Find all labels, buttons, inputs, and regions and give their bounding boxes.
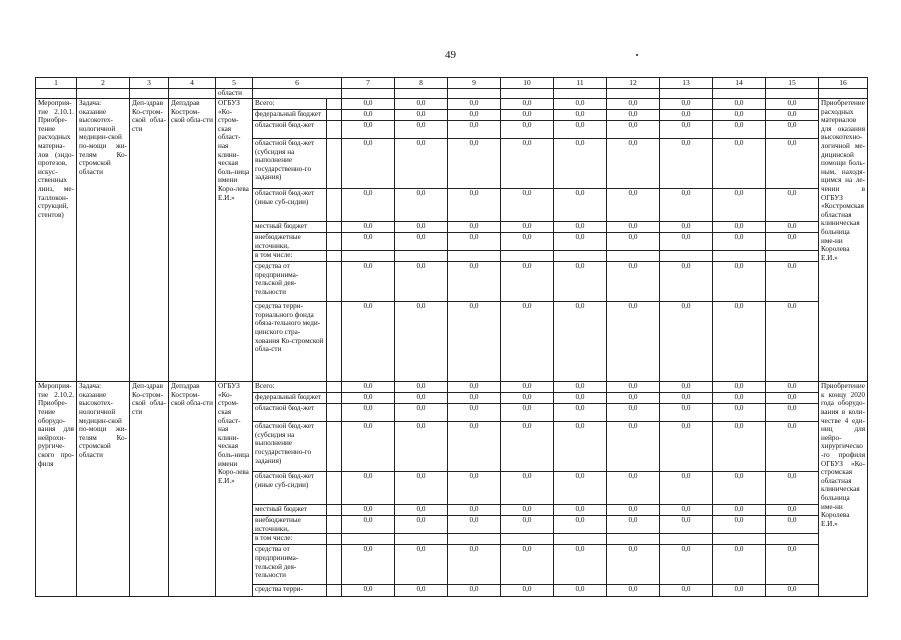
value-cell: 0,0 [766, 110, 819, 121]
header-cell: 7 [342, 78, 395, 89]
value-cell: 0,0 [713, 393, 766, 404]
funding-source-label: в том числе: [253, 534, 327, 545]
value-cell: 0,0 [554, 585, 607, 597]
value-cell: 0,0 [395, 585, 448, 597]
expected-result-cell: Приобретение расходных материалов для оказания высокотехно-логичной ме-дицинской помощи боль-ным, находя-щимся на ле-чении в ОГБУЗ «Костромская областная клиническая больница име-ни Королева Е.И.» [819, 99, 868, 382]
value-cell: 0,0 [554, 222, 607, 233]
funding-source-label: Всего: [253, 99, 327, 110]
spacer-cell [327, 516, 342, 534]
funding-source-label: внебюджетные источники, [253, 516, 327, 534]
value-cell: 0,0 [501, 393, 554, 404]
funding-source-label: областной бюд-жет (субсидия на выполнение государственно-го задания) [253, 422, 327, 472]
value-cell: 0,0 [607, 585, 660, 597]
value-cell: 0,0 [766, 505, 819, 516]
block-c4-cell: Депздрав Костром-ской обла-сти [169, 382, 216, 597]
value-cell: 0,0 [501, 472, 554, 505]
value-cell: 0,0 [766, 516, 819, 534]
value-cell: 0,0 [607, 505, 660, 516]
continuation-cell [448, 89, 501, 99]
value-cell: 0,0 [713, 404, 766, 422]
value-cell: 0,0 [713, 99, 766, 110]
value-cell: 0,0 [713, 222, 766, 233]
value-cell: 0,0 [554, 404, 607, 422]
header-cell: 11 [554, 78, 607, 89]
value-cell: 0,0 [342, 422, 395, 472]
value-cell: 0,0 [501, 545, 554, 585]
header-cell: 13 [660, 78, 713, 89]
value-cell: 0,0 [395, 262, 448, 302]
value-cell: 0,0 [395, 382, 448, 393]
value-cell: 0,0 [448, 110, 501, 121]
value-cell [448, 251, 501, 262]
value-cell: 0,0 [342, 393, 395, 404]
value-cell: 0,0 [448, 233, 501, 251]
value-cell: 0,0 [448, 585, 501, 597]
value-cell: 0,0 [448, 472, 501, 505]
value-cell: 0,0 [554, 139, 607, 189]
budget-row [36, 99, 868, 110]
value-cell: 0,0 [342, 139, 395, 189]
spacer-cell [327, 99, 342, 110]
spacer-cell [327, 393, 342, 404]
value-cell [342, 251, 395, 262]
block-c2-cell: Задача: оказание высокотех-нологичной медицин-ской по-мощи жи-телям Ко-стромской области [77, 382, 130, 597]
value-cell [660, 251, 713, 262]
value-cell: 0,0 [342, 110, 395, 121]
value-cell: 0,0 [713, 422, 766, 472]
value-cell: 0,0 [501, 422, 554, 472]
value-cell: 0,0 [554, 422, 607, 472]
funding-source-label: федеральный бюджет [253, 393, 327, 404]
value-cell: 0,0 [501, 404, 554, 422]
value-cell: 0,0 [607, 302, 660, 382]
value-cell: 0,0 [554, 110, 607, 121]
value-cell: 0,0 [501, 585, 554, 597]
value-cell: 0,0 [607, 545, 660, 585]
continuation-cell [554, 89, 607, 99]
header-cell: 16 [819, 78, 868, 89]
spacer-cell [327, 222, 342, 233]
value-cell: 0,0 [660, 472, 713, 505]
funding-source-label: местный бюджет [253, 505, 327, 516]
value-cell: 0,0 [554, 472, 607, 505]
continuation-cell [36, 89, 77, 99]
header-cell: 8 [395, 78, 448, 89]
spacer-cell [327, 382, 342, 393]
value-cell: 0,0 [342, 262, 395, 302]
value-cell [501, 251, 554, 262]
value-cell: 0,0 [395, 121, 448, 139]
value-cell: 0,0 [607, 189, 660, 222]
value-cell: 0,0 [342, 585, 395, 597]
value-cell: 0,0 [660, 545, 713, 585]
value-cell: 0,0 [501, 110, 554, 121]
value-cell: 0,0 [395, 233, 448, 251]
spacer-cell [327, 505, 342, 516]
value-cell: 0,0 [448, 382, 501, 393]
value-cell [395, 251, 448, 262]
value-cell: 0,0 [554, 121, 607, 139]
header-cell: 9 [448, 78, 501, 89]
value-cell: 0,0 [342, 222, 395, 233]
value-cell: 0,0 [766, 139, 819, 189]
value-cell: 0,0 [342, 516, 395, 534]
value-cell: 0,0 [395, 139, 448, 189]
block-c3-cell: Деп-здрав Ко-стром-ской обла-сти [130, 99, 169, 382]
funding-source-label: областной бюд-жет [253, 404, 327, 422]
block-c5-cell: ОГБУЗ «Ко-стром-ская област-ная клини-ческая боль-ница имени Коро-лева Е.И.» [216, 99, 253, 382]
spacer-cell [327, 262, 342, 302]
continuation-cell [766, 89, 819, 99]
continuation-cell [342, 89, 395, 99]
header-cell: 10 [501, 78, 554, 89]
value-cell: 0,0 [660, 222, 713, 233]
continuation-cell [660, 89, 713, 99]
value-cell: 0,0 [501, 302, 554, 382]
value-cell: 0,0 [660, 262, 713, 302]
value-cell: 0,0 [713, 505, 766, 516]
value-cell: 0,0 [713, 545, 766, 585]
continuation-row [36, 89, 868, 99]
value-cell: 0,0 [448, 99, 501, 110]
header-cell: 4 [169, 78, 216, 89]
value-cell: 0,0 [713, 472, 766, 505]
header-cell: 5 [216, 78, 253, 89]
value-cell: 0,0 [766, 404, 819, 422]
value-cell: 0,0 [554, 262, 607, 302]
funding-source-label: в том числе: [253, 251, 327, 262]
value-cell: 0,0 [448, 404, 501, 422]
value-cell: 0,0 [660, 404, 713, 422]
value-cell: 0,0 [448, 139, 501, 189]
value-cell: 0,0 [342, 233, 395, 251]
value-cell: 0,0 [607, 516, 660, 534]
value-cell: 0,0 [395, 189, 448, 222]
value-cell: 0,0 [660, 121, 713, 139]
spacer-cell [327, 404, 342, 422]
block-c5-cell: ОГБУЗ «Ко-стром-ская област-ная клини-ческая боль-ница имени Коро-лева Е.И.» [216, 382, 253, 597]
block-c1-cell: Мероприя-тие 2.10.2. Приобре-тение оборудо-вания для нейрохи-рургиче-ского про-филя [36, 382, 77, 597]
value-cell: 0,0 [713, 110, 766, 121]
value-cell: 0,0 [448, 262, 501, 302]
value-cell: 0,0 [501, 139, 554, 189]
value-cell: 0,0 [766, 302, 819, 382]
value-cell: 0,0 [766, 121, 819, 139]
spacer-cell [327, 585, 342, 597]
spacer-cell [327, 110, 342, 121]
continuation-cell [819, 89, 868, 99]
value-cell: 0,0 [395, 422, 448, 472]
value-cell: 0,0 [448, 302, 501, 382]
value-cell: 0,0 [766, 472, 819, 505]
value-cell: 0,0 [501, 505, 554, 516]
funding-source-label: средства от предпринима-тельской дея-тельности [253, 262, 327, 302]
value-cell: 0,0 [766, 262, 819, 302]
funding-source-label: областной бюд-жет (иные суб-сидии) [253, 472, 327, 505]
value-cell [395, 534, 448, 545]
value-cell: 0,0 [607, 121, 660, 139]
value-cell: 0,0 [713, 302, 766, 382]
funding-source-label: средства терри-ториального фонда обяза-тельного меди-цинского стра-хования Ко-стромской обла-сти [253, 302, 327, 382]
value-cell: 0,0 [448, 393, 501, 404]
continuation-cell [169, 89, 216, 99]
value-cell: 0,0 [607, 139, 660, 189]
header-cell: 14 [713, 78, 766, 89]
spacer-cell [327, 251, 342, 262]
value-cell: 0,0 [448, 422, 501, 472]
value-cell: 0,0 [660, 516, 713, 534]
budget-table [35, 77, 868, 597]
funding-source-label: средства от предпринима-тельской дея-тельности [253, 545, 327, 585]
value-cell: 0,0 [607, 472, 660, 505]
block-c4-cell: Депздрав Костром-ской обла-сти [169, 99, 216, 382]
value-cell: 0,0 [395, 302, 448, 382]
value-cell: 0,0 [342, 404, 395, 422]
value-cell: 0,0 [448, 545, 501, 585]
funding-source-label: внебюджетные источники, [253, 233, 327, 251]
value-cell: 0,0 [554, 505, 607, 516]
value-cell: 0,0 [448, 222, 501, 233]
value-cell: 0,0 [766, 545, 819, 585]
value-cell: 0,0 [342, 189, 395, 222]
value-cell: 0,0 [766, 99, 819, 110]
value-cell: 0,0 [342, 382, 395, 393]
value-cell: 0,0 [607, 222, 660, 233]
value-cell: 0,0 [501, 222, 554, 233]
continuation-cell [501, 89, 554, 99]
header-cell: 15 [766, 78, 819, 89]
funding-source-label: областной бюд-жет (иные суб-сидии) [253, 189, 327, 222]
value-cell: 0,0 [501, 233, 554, 251]
value-cell: 0,0 [660, 382, 713, 393]
scan-speck [636, 54, 638, 56]
funding-source-label: средства терри- [253, 585, 327, 597]
value-cell: 0,0 [554, 382, 607, 393]
value-cell: 0,0 [766, 382, 819, 393]
value-cell: 0,0 [395, 516, 448, 534]
spacer-cell [327, 121, 342, 139]
value-cell: 0,0 [713, 262, 766, 302]
value-cell: 0,0 [713, 585, 766, 597]
value-cell: 0,0 [554, 302, 607, 382]
continuation-cell [77, 89, 130, 99]
page-number: 49 [445, 49, 456, 61]
value-cell: 0,0 [660, 110, 713, 121]
funding-source-label: Всего: [253, 382, 327, 393]
value-cell: 0,0 [660, 505, 713, 516]
value-cell: 0,0 [554, 545, 607, 585]
value-cell: 0,0 [501, 189, 554, 222]
value-cell: 0,0 [766, 585, 819, 597]
block-c1-cell: Мероприя-тие 2.10.1. Приобре-тение расходных материа-лов (эндо-протезов, искус-ственных линз, ме-таллокон-струкций, стентов) [36, 99, 77, 382]
value-cell: 0,0 [607, 393, 660, 404]
value-cell: 0,0 [395, 472, 448, 505]
value-cell [554, 251, 607, 262]
value-cell: 0,0 [395, 505, 448, 516]
value-cell: 0,0 [342, 505, 395, 516]
value-cell: 0,0 [395, 110, 448, 121]
value-cell [607, 251, 660, 262]
value-cell: 0,0 [501, 262, 554, 302]
expected-result-cell: Приобретение к концу 2020 года оборудо-вания в коли-честве 4 еди-ниц для нейро-хирургическо-го профиля ОГБУЗ «Ко-стромская областная клиническая больница име-ни Королева Е.И.» [819, 382, 868, 597]
value-cell [766, 534, 819, 545]
spacer-cell [327, 302, 342, 382]
value-cell: 0,0 [766, 422, 819, 472]
value-cell: 0,0 [766, 393, 819, 404]
value-cell: 0,0 [342, 302, 395, 382]
value-cell [713, 251, 766, 262]
value-cell: 0,0 [448, 121, 501, 139]
spacer-cell [327, 534, 342, 545]
spacer-cell [327, 545, 342, 585]
continuation-cell [253, 89, 342, 99]
header-row [36, 78, 868, 89]
value-cell [554, 534, 607, 545]
value-cell [713, 534, 766, 545]
value-cell: 0,0 [342, 121, 395, 139]
value-cell: 0,0 [766, 189, 819, 222]
value-cell: 0,0 [713, 189, 766, 222]
value-cell: 0,0 [554, 233, 607, 251]
value-cell: 0,0 [342, 472, 395, 505]
value-cell: 0,0 [607, 404, 660, 422]
header-cell: 2 [77, 78, 130, 89]
value-cell: 0,0 [607, 382, 660, 393]
value-cell: 0,0 [607, 233, 660, 251]
value-cell: 0,0 [713, 233, 766, 251]
value-cell: 0,0 [660, 302, 713, 382]
value-cell: 0,0 [554, 393, 607, 404]
header-cell: 12 [607, 78, 660, 89]
value-cell: 0,0 [501, 99, 554, 110]
spacer-cell [327, 472, 342, 505]
value-cell: 0,0 [713, 121, 766, 139]
value-cell: 0,0 [660, 393, 713, 404]
spacer-cell [327, 189, 342, 222]
block-c3-cell: Деп-здрав Ко-стром-ской обла-сти [130, 382, 169, 597]
value-cell [448, 534, 501, 545]
value-cell: 0,0 [395, 99, 448, 110]
value-cell: 0,0 [448, 516, 501, 534]
value-cell: 0,0 [395, 545, 448, 585]
funding-source-label: областной бюд-жет [253, 121, 327, 139]
value-cell: 0,0 [660, 99, 713, 110]
value-cell [607, 534, 660, 545]
value-cell: 0,0 [607, 422, 660, 472]
value-cell [501, 534, 554, 545]
value-cell: 0,0 [501, 382, 554, 393]
value-cell: 0,0 [660, 189, 713, 222]
value-cell: 0,0 [395, 404, 448, 422]
value-cell [342, 534, 395, 545]
value-cell: 0,0 [554, 99, 607, 110]
continuation-cell [395, 89, 448, 99]
value-cell: 0,0 [713, 382, 766, 393]
value-cell: 0,0 [607, 110, 660, 121]
continuation-cell [713, 89, 766, 99]
value-cell: 0,0 [395, 393, 448, 404]
value-cell: 0,0 [395, 222, 448, 233]
spacer-cell [327, 139, 342, 189]
value-cell: 0,0 [660, 139, 713, 189]
continuation-cell [130, 89, 169, 99]
value-cell: 0,0 [660, 422, 713, 472]
value-cell: 0,0 [448, 505, 501, 516]
funding-source-label: областной бюд-жет (субсидия на выполнение государственно-го задания) [253, 139, 327, 189]
value-cell [660, 534, 713, 545]
value-cell: 0,0 [766, 222, 819, 233]
value-cell: 0,0 [660, 585, 713, 597]
value-cell: 0,0 [713, 139, 766, 189]
header-cell: 1 [36, 78, 77, 89]
spacer-cell [327, 422, 342, 472]
value-cell: 0,0 [342, 99, 395, 110]
value-cell: 0,0 [607, 99, 660, 110]
funding-source-label: местный бюджет [253, 222, 327, 233]
value-cell: 0,0 [448, 189, 501, 222]
header-cell: 3 [130, 78, 169, 89]
value-cell: 0,0 [554, 516, 607, 534]
value-cell: 0,0 [660, 233, 713, 251]
value-cell: 0,0 [342, 545, 395, 585]
continuation-cell [607, 89, 660, 99]
header-cell: 6 [253, 78, 342, 89]
value-cell: 0,0 [766, 233, 819, 251]
spacer-cell [327, 233, 342, 251]
value-cell: 0,0 [501, 516, 554, 534]
funding-source-label: федеральный бюджет [253, 110, 327, 121]
value-cell [766, 251, 819, 262]
budget-row [36, 382, 868, 393]
value-cell: 0,0 [607, 262, 660, 302]
value-cell: 0,0 [501, 121, 554, 139]
value-cell: 0,0 [554, 189, 607, 222]
block-c2-cell: Задача: оказание высокотех-нологичной медицин-ской по-мощи жи-телям Ко-стромской области [77, 99, 130, 382]
continuation-label: области [216, 89, 253, 99]
value-cell: 0,0 [713, 516, 766, 534]
